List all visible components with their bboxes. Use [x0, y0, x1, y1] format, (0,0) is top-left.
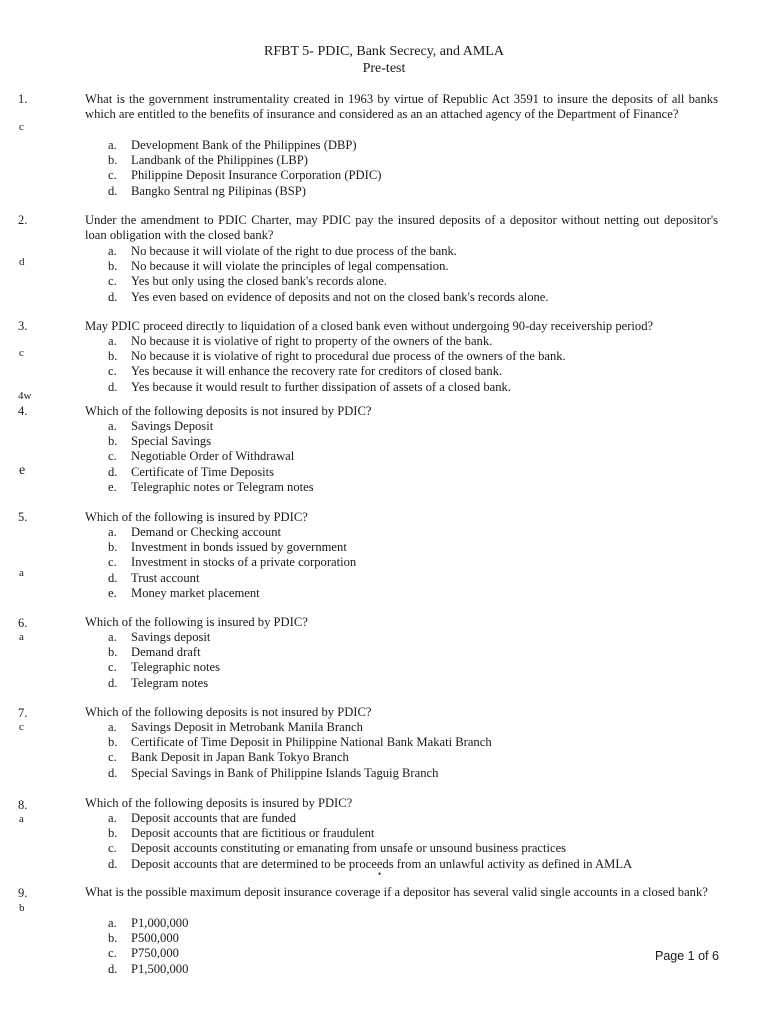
option-a: a. P1,000,000: [108, 916, 189, 930]
question-number: 1.: [18, 92, 28, 106]
question-text: Which of the following deposits is not insured by PDIC?: [85, 705, 372, 719]
option-c: c. Yes because it will enhance the recovery rate for creditors of closed bank.: [108, 364, 503, 379]
option-d: d. Trust account: [108, 570, 200, 585]
document-title: RFBT 5- PDIC, Bank Secrecy, and AMLA: [264, 44, 504, 59]
option-c: c. Telegraphic notes: [108, 660, 220, 675]
option-list: [108, 138, 381, 199]
question-number: 5.: [18, 510, 28, 524]
document-subtitle: Pre-test: [362, 61, 406, 76]
option-list: [108, 916, 188, 977]
option-b: b. P500,000: [108, 931, 179, 946]
question-text: Under the amendment to PDIC Charter, may PDIC pay the insured deposits of a depositor without netting out depositor's loan obligation with the closed bank?: [85, 213, 718, 243]
option-d: d. Bangko Sentral ng Pilipinas (BSP): [108, 183, 306, 198]
question-text: Which of the following is insured by PDIC?: [85, 615, 308, 629]
option-a: a. Savings Deposit: [108, 419, 214, 433]
question-text: Which of the following is insured by PDIC?: [85, 510, 308, 524]
option-a: a. No because it will violate of the right to due process of the bank.: [108, 244, 457, 258]
option-c: c. Philippine Deposit Insurance Corporation (PDIC): [108, 168, 382, 183]
question-text: What is the government instrumentality created in 1963 by virtue of Republic Act 3591 to insure the deposits of all banks which are entitled to the benefits of insurance and considered as an an attached agency of the Department of Finance?: [85, 92, 718, 122]
answer-mark: a: [19, 631, 24, 643]
question-text: What is the possible maximum deposit insurance coverage if a depositor has several valid single accounts in a closed bank?: [85, 885, 708, 899]
option-a: a. Savings Deposit in Metrobank Manila Branch: [108, 720, 363, 734]
answer-mark: e: [19, 463, 26, 478]
answer-mark: d: [19, 256, 25, 268]
question-number: 7.: [18, 706, 28, 720]
handwritten-note: 4w: [18, 390, 32, 402]
option-d: d. Telegram notes: [108, 675, 209, 690]
answer-mark: a: [19, 813, 24, 825]
option-a: a. Demand or Checking account: [108, 525, 282, 539]
option-a: a. No because it is violative of right to property of the owners of the bank.: [108, 334, 493, 348]
option-list: [108, 720, 492, 781]
option-list: [108, 244, 549, 305]
option-list: [108, 334, 566, 395]
option-a: a. Deposit accounts that are funded: [108, 811, 297, 825]
answer-mark: c: [19, 721, 24, 733]
option-b: b. Special Savings: [108, 434, 212, 449]
option-b: b. Demand draft: [108, 645, 201, 660]
option-d: d. Special Savings in Bank of Philippine Islands Taguig Branch: [108, 765, 439, 780]
question-text: Which of the following deposits is not insured by PDIC?: [85, 404, 372, 418]
option-b: b. No because it will violate the principles of legal compensation.: [108, 259, 449, 274]
option-d: d. Yes even based on evidence of deposits and not on the closed bank's records alone.: [108, 289, 549, 304]
option-a: a. Savings deposit: [108, 630, 211, 644]
option-list: [108, 811, 632, 872]
question-number: 2.: [18, 213, 28, 227]
option-e: e. Money market placement: [108, 585, 260, 600]
option-list: [108, 525, 356, 601]
stray-mark: •: [378, 869, 382, 879]
question-number: 8.: [18, 798, 28, 812]
option-c: c. Negotiable Order of Withdrawal: [108, 449, 295, 464]
option-c: c. Deposit accounts constituting or emanating from unsafe or unsound business practices: [108, 841, 567, 856]
option-c: c. Investment in stocks of a private corporation: [108, 555, 357, 570]
question-number: 9.: [18, 886, 28, 900]
answer-mark: c: [19, 347, 24, 359]
question-number: 6.: [18, 616, 28, 630]
option-d: d. P1,500,000: [108, 961, 189, 976]
answer-mark: a: [19, 567, 24, 579]
option-list: [108, 419, 314, 495]
question-text: Which of the following deposits is insured by PDIC?: [85, 796, 353, 810]
option-b: b. Deposit accounts that are fictitious or fraudulent: [108, 826, 375, 841]
question-number: 4.: [18, 404, 28, 418]
option-b: b. Landbank of the Philippines (LBP): [108, 153, 308, 168]
option-c: c. Yes but only using the closed bank's records alone.: [108, 274, 387, 289]
option-d: d. Yes because it would result to further dissipation of assets of a closed bank.: [108, 379, 511, 394]
option-d: d. Certificate of Time Deposits: [108, 464, 275, 479]
option-c: c. Bank Deposit in Japan Bank Tokyo Branch: [108, 750, 349, 765]
option-b: b. No because it is violative of right to procedural due process of the owners of the bank.: [108, 349, 566, 364]
option-d: d. Deposit accounts that are determined to be proceeds from an unlawful activity as defined in AMLA: [108, 856, 633, 871]
answer-mark: c: [19, 121, 24, 133]
option-b: b. Investment in bonds issued by government: [108, 540, 347, 555]
option-e: e. Telegraphic notes or Telegram notes: [108, 479, 314, 494]
question-text: May PDIC proceed directly to liquidation of a closed bank even without undergoing 90-day receivership period?: [85, 319, 654, 333]
option-c: c. P750,000: [108, 946, 179, 961]
option-list: [108, 630, 220, 691]
answer-mark: b: [19, 902, 25, 914]
option-b: b. Certificate of Time Deposit in Philippine National Bank Makati Branch: [108, 735, 492, 750]
option-a: a. Development Bank of the Philippines (DBP): [108, 138, 357, 152]
question-number: 3.: [18, 319, 28, 333]
page-number: Page 1 of 6: [655, 949, 719, 963]
